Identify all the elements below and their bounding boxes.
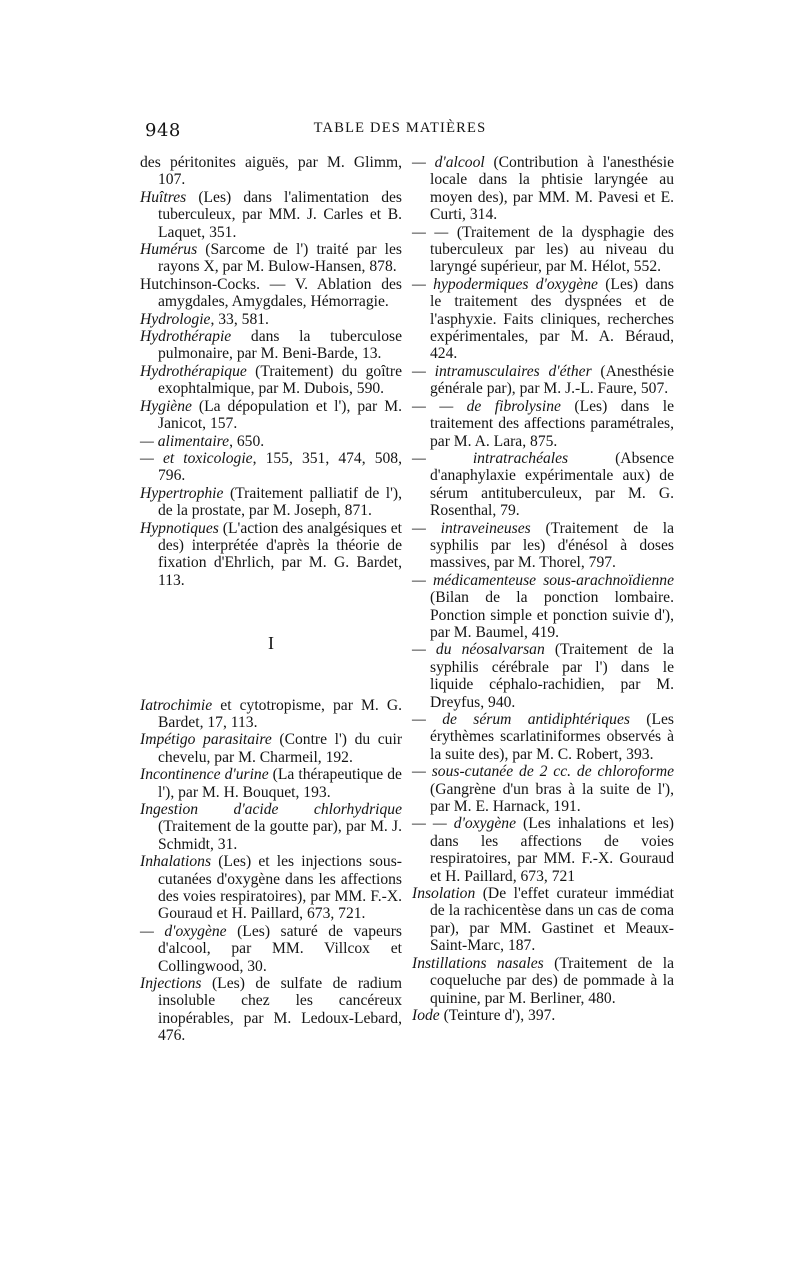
entry-text: des péritonites aiguës, par M. Glimm, 107. — [140, 154, 402, 189]
entry-text: (Les) et les injections sous-cutanées d'oxygène dans les affections des voies respiratoires), par MM. F.-X. Gouraud et H. Paillard, 673, 721. — [158, 853, 402, 923]
entry-heading: Huîtres — [140, 188, 187, 206]
entry-text: (La dépopulation et l'), par M. Janicot, 157. — [158, 397, 402, 433]
entry-heading: — — — [412, 223, 449, 241]
entry-text: (Traitement) du goître exophtalmique, par M. Dubois, 590. — [158, 362, 402, 398]
entry-text: (De l'effet curateur immédiat de la rachicentèse dans un cas de coma par), par MM. Gastinet et Meaux-Saint-Marc, 187. — [430, 885, 674, 955]
index-column-left — [140, 154, 402, 1045]
index-entry — [412, 224, 674, 276]
entry-text: (Traitement palliatif de l'), de la prostate, par M. Joseph, 871. — [158, 484, 402, 520]
index-entry — [412, 276, 674, 363]
entry-text: (Traitement de la syphilis cérébrale par l') dans le liquide céphalo-rachidien, par M. Dreyfus, 940. — [430, 641, 674, 711]
entry-heading: — intramusculaires d'éther — [412, 362, 592, 380]
index-entry — [140, 311, 402, 328]
entry-heading: Hypnotiques — [140, 519, 219, 537]
entry-heading: Hydrothérapique — [140, 362, 247, 380]
entries-block-i-continued — [412, 154, 674, 1024]
entry-heading: — intraveineuses — [412, 519, 531, 537]
entry-heading: — sous-cutanée de 2 cc. de chloroforme — [412, 763, 674, 781]
entry-heading: — médicamenteuse sous-arachnoïdienne — [412, 571, 674, 589]
index-entry — [140, 520, 402, 590]
section-letter: I — [268, 633, 274, 654]
entry-text: dans la tuberculose pulmonaire, par M. Beni-Barde, 13. — [158, 328, 402, 363]
entry-heading: Iode — [412, 1006, 440, 1024]
entry-heading: — de sérum antidiphtériques — [412, 711, 630, 728]
index-entry — [140, 328, 402, 363]
entry-heading: Hydrothérapie — [140, 328, 232, 346]
entry-text: (Les inhalations et les) dans les affections de voies respiratoires, par MM. F.-X. Gouraud et H. Paillard, 673, 721 — [430, 815, 674, 885]
entry-text: (Bilan de la ponction lombaire. Ponction simple et ponction suivie d'), par M. Baumel, 419. — [430, 589, 674, 641]
entry-text: (Traitement de la coqueluche par des) de pommade à la quinine, par M. Berliner, 480. — [430, 954, 674, 1007]
entry-heading: Impétigo parasitaire — [140, 731, 272, 749]
index-entry — [140, 433, 402, 450]
entry-heading: Hydrologie — [140, 310, 211, 328]
entry-heading: — d'oxygène — [140, 922, 227, 940]
entry-text: (Les) dans le traitement des dyspnées et de l'asphyxie. Faits cliniques, recherches expérimentales, par M. A. Béraud, 424. — [430, 275, 674, 363]
entry-heading: Incontinence d'urine — [140, 766, 269, 784]
index-entry — [140, 363, 402, 398]
index-entry — [412, 363, 674, 398]
index-entry — [140, 241, 402, 276]
index-entry — [140, 731, 402, 766]
entries-block-h — [140, 154, 402, 589]
entry-text: (Les) saturé de vapeurs d'alcool, par MM. Villcox et Collingwood, 30. — [158, 922, 402, 975]
index-entry — [140, 853, 402, 923]
entry-heading: — — de fibrolysine — [412, 397, 561, 415]
entry-text: (Contre l') du cuir chevelu, par M. Charmeil, 192. — [158, 731, 403, 766]
page-number: 948 — [145, 120, 181, 141]
entry-heading: — — d'oxygène — [412, 815, 516, 833]
entry-text: , 650. — [229, 432, 265, 450]
index-entry — [140, 450, 402, 485]
running-head: TABLE DES MATIÈRES — [313, 120, 487, 136]
index-entry — [412, 154, 674, 224]
index-entry — [412, 520, 674, 572]
entry-text: (Les) dans le traitement des affections paramétrales, par M. A. Lara, 875. — [430, 397, 675, 450]
entry-text: (Contribution à l'anesthésie locale dans la phtisie laryngée au moyen des), par MM. M. Pavesi et E. Curti, 314. — [430, 154, 674, 224]
index-entry — [412, 815, 674, 885]
entry-heading: — et toxicologie — [140, 449, 253, 467]
index-entry — [140, 154, 402, 189]
entry-text: (La thérapeutique de l'), par M. H. Bouquet, 193. — [158, 766, 402, 801]
index-entry — [140, 189, 402, 241]
index-entry — [412, 572, 674, 642]
entry-heading: Ingestion d'acide chlorhydrique — [140, 801, 402, 818]
entry-heading: — d'alcool — [412, 154, 485, 171]
entry-heading: Hygiène — [140, 397, 192, 415]
entry-text: (Traitement de la dysphagie des tuberculeux par les) au niveau du laryngé supérieur, par M. Hélot, 552. — [430, 223, 674, 276]
entry-text: et cytotropisme, par M. G. Bardet, 17, 113. — [158, 696, 402, 731]
entry-text: (Gangrène d'un bras à la suite de l'), par M. E. Harnack, 191. — [430, 780, 674, 816]
entry-text: (Traitement de la goutte par), par M. J. Schmidt, 31. — [158, 818, 402, 853]
entry-text: (Les) de sulfate de radium insoluble chez les cancéreux inopérables, par M. Ledoux-Lebard, 476. — [158, 975, 402, 1045]
entry-text: , 33, 581. — [210, 310, 269, 328]
index-entry — [140, 276, 402, 311]
index-entry — [140, 766, 402, 801]
entry-heading: Insolation — [412, 885, 476, 903]
index-entry — [412, 450, 674, 520]
index-entry — [412, 1007, 674, 1024]
entry-text: (Anesthésie générale par), par M. J.-L. Faure, 507. — [430, 362, 674, 398]
entry-heading: Injections — [140, 975, 202, 993]
index-entry — [140, 801, 402, 853]
entry-heading: — alimentaire — [140, 432, 230, 450]
entry-text: (L'action des analgésiques et des) interprétée d'après la théorie de fixation d'Ehrlich, par M. G. Bardet, 113. — [158, 519, 402, 589]
entry-text: (Sarcome de l') traité par les rayons X, par M. Bulow-Hansen, 878. — [158, 241, 402, 276]
entry-heading: — hypodermiques d'oxygène — [412, 275, 598, 293]
index-entry — [412, 641, 674, 711]
entry-heading: — du néosalvarsan — [412, 641, 545, 659]
index-entry — [412, 885, 674, 955]
entry-text: Hutchinson-Cocks. — V. Ablation des amygdales, Amygdales, Hémorragie. — [140, 275, 402, 311]
index-entry — [412, 711, 674, 763]
index-entry — [140, 398, 402, 433]
entry-text: (Les) dans l'alimentation des tuberculeux, par MM. J. Carles et B. Laquet, 351. — [158, 188, 402, 241]
entry-heading: Hypertrophie — [140, 484, 224, 502]
entry-text: (Les érythèmes scarlatiniformes observés à la suite des), par M. C. Robert, 393. — [430, 711, 675, 763]
entry-text: (Traitement de la syphilis par les) d'énésol à doses massives, par M. Thorel, 797. — [430, 519, 674, 572]
entry-text: (Teinture d'), 397. — [439, 1006, 556, 1024]
entry-heading: Instillations nasales — [412, 954, 544, 972]
index-column-right — [412, 154, 674, 1024]
index-entry — [140, 975, 402, 1045]
entry-heading: Humérus — [140, 241, 198, 259]
entry-text: , 155, 351, 474, 508, 796. — [158, 449, 402, 485]
entry-text: (Absence d'anaphylaxie expérimentale aux) de sérum antituberculeux, par M. G. Rosenthal, 79. — [430, 449, 674, 520]
entry-heading: — intratrachéales — [412, 449, 569, 467]
entry-heading: Iatrochimie — [140, 696, 213, 714]
index-entry — [140, 697, 402, 732]
index-entry — [412, 955, 674, 1007]
index-entry — [140, 485, 402, 520]
index-entry — [140, 923, 402, 975]
index-entry — [412, 763, 674, 815]
index-entry — [412, 398, 674, 450]
entries-block-i — [140, 697, 402, 1045]
entry-heading: Inhalations — [140, 853, 212, 871]
